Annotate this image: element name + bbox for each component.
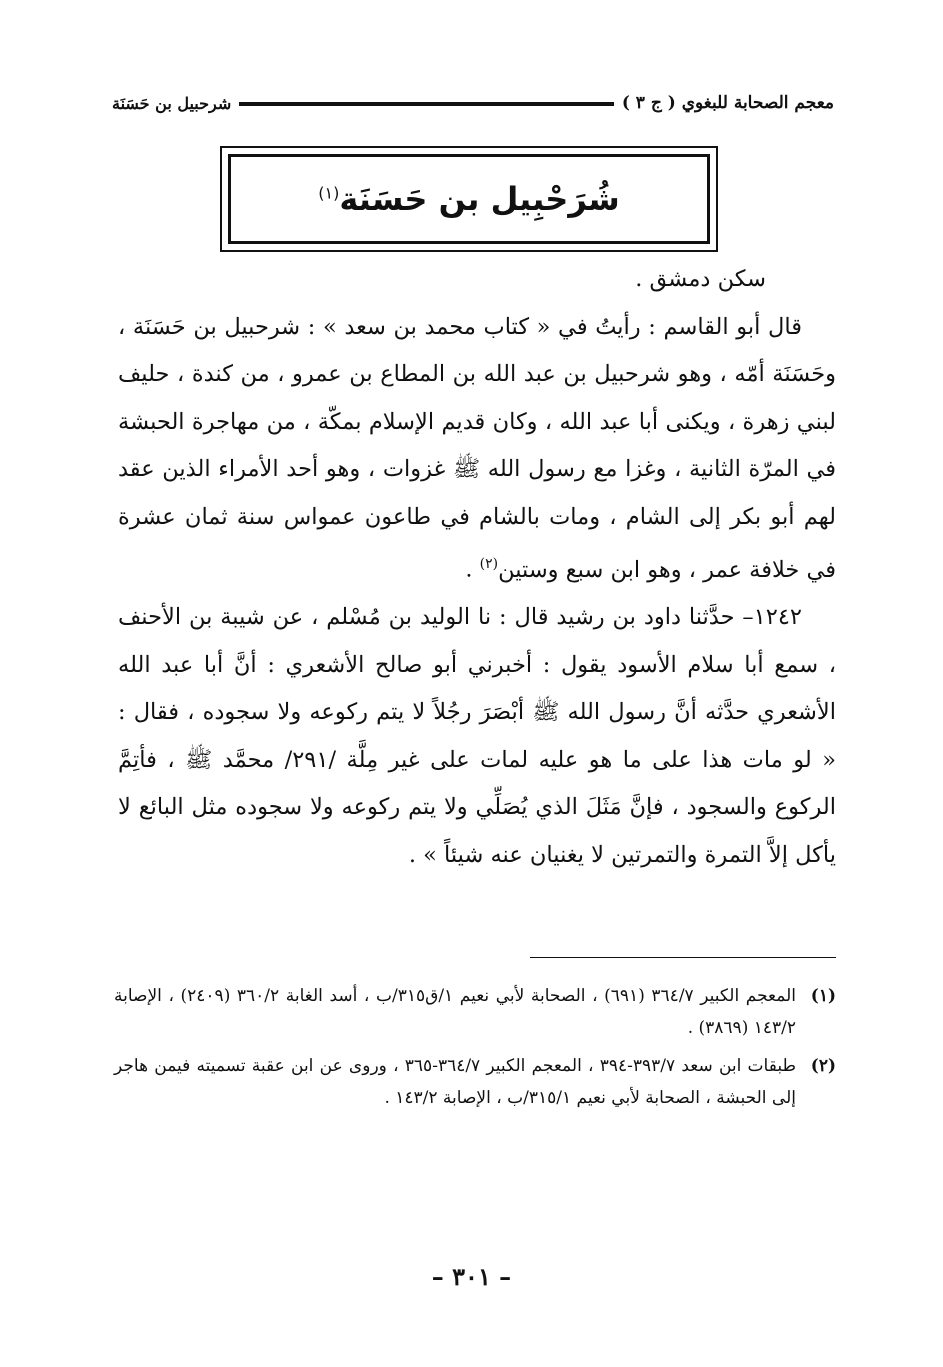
footnote-2 — [114, 1050, 836, 1114]
footnote-text: طبقات ابن سعد ٣٩٣/٧-٣٩٤ ، المعجم الكبير ٣٦٤/٧-٣٦٥ ، وروى عن ابن عقبة تسميته فيمن هاجر إلى الحبشة ، الصحابة لأبي نعيم ٣١٥/١/ب ، الإصابة ١٤٣/٢ . — [114, 1056, 796, 1108]
running-header — [112, 86, 834, 120]
footnote-1 — [114, 980, 836, 1044]
entry-title-inner-frame — [228, 154, 710, 244]
entry-title-frame — [220, 146, 718, 252]
biography-paragraph — [118, 304, 836, 595]
footnote-separator — [530, 957, 836, 958]
main-text — [118, 256, 836, 879]
entry-title-footnote-mark: (١) — [318, 183, 340, 203]
page-number: – ٣٠١ – — [431, 1262, 512, 1291]
footnote-number: (١) — [810, 986, 836, 1006]
header-rule — [239, 102, 614, 106]
entry-title — [318, 180, 619, 218]
biography-end: . — [465, 556, 480, 583]
footnote-number: (٢) — [810, 1056, 836, 1076]
biography-text: قال أبو القاسم : رأيتُ في « كتاب محمد بن سعد » : شرحبيل بن حَسَنَة ، وحَسَنَة أمّه ، وهو شرحبيل بن عبد الله بن المطاع بن عمرو ، من كندة ، حليف لبني زهرة ، ويكنى أبا عبد الله ، وكان قديم الإسلام بمكّة ، من مهاجرة الحبشة في المرّة الثانية ، وغزا مع رسول الله ﷺ غزوات ، وهو أحد الأمراء الذين عقد لهم أبو بكر إلى الشام ، ومات بالشام في طاعون عمواس سنة ثمان عشرة في خلافة عمر ، وهو ابن سبع وستين — [118, 313, 836, 583]
hadith-paragraph — [118, 594, 836, 879]
entry-title-text: شُرَحْبِيل بن حَسَنَة — [339, 180, 620, 218]
footnote-text: المعجم الكبير ٣٦٤/٧ (٦٩١) ، الصحابة لأبي نعيم ١/ق٣١٥/ب ، أسد الغابة ٣٦٠/٢ (٢٤٠٩) ، الإصابة ١٤٣/٢ (٣٨٦٩) . — [114, 986, 796, 1038]
hadith-text: ١٢٤٢– حدَّثنا داود بن رشيد قال : نا الوليد بن مُسْلم ، عن شيبة بن الأحنف ، سمع أبا سلام الأسود يقول : أخبرني أبو صالح الأشعري : أنَّ أبا عبد الله الأشعري حدَّثه أنَّ رسول الله ﷺ أبْصَرَ رجُلاً لا يتم ركوعه ولا سجوده ، فقال : « لو مات هذا على ما هو عليه لمات على غير مِلَّة /٢٩١/ محمَّد ﷺ ، فأتِمَّ الركوع والسجود ، فإنَّ مَثَلَ الذي يُصَلِّي ولا يتم ركوعه ولا سجوده مثل البائع لا يأكل إلاَّ التمرة والتمرتين لا يغنيان عنه شيئاً » . — [118, 604, 836, 868]
biography-footnote-mark: (٢) — [479, 556, 499, 572]
residence-line: سكن دمشق . — [635, 266, 766, 292]
header-entry-name: شرحبيل بن حَسَنَة — [112, 93, 232, 113]
footnotes — [114, 980, 836, 1120]
header-book-title: معجم الصحابة للبغوي ( ج ٣ ) — [621, 93, 834, 113]
